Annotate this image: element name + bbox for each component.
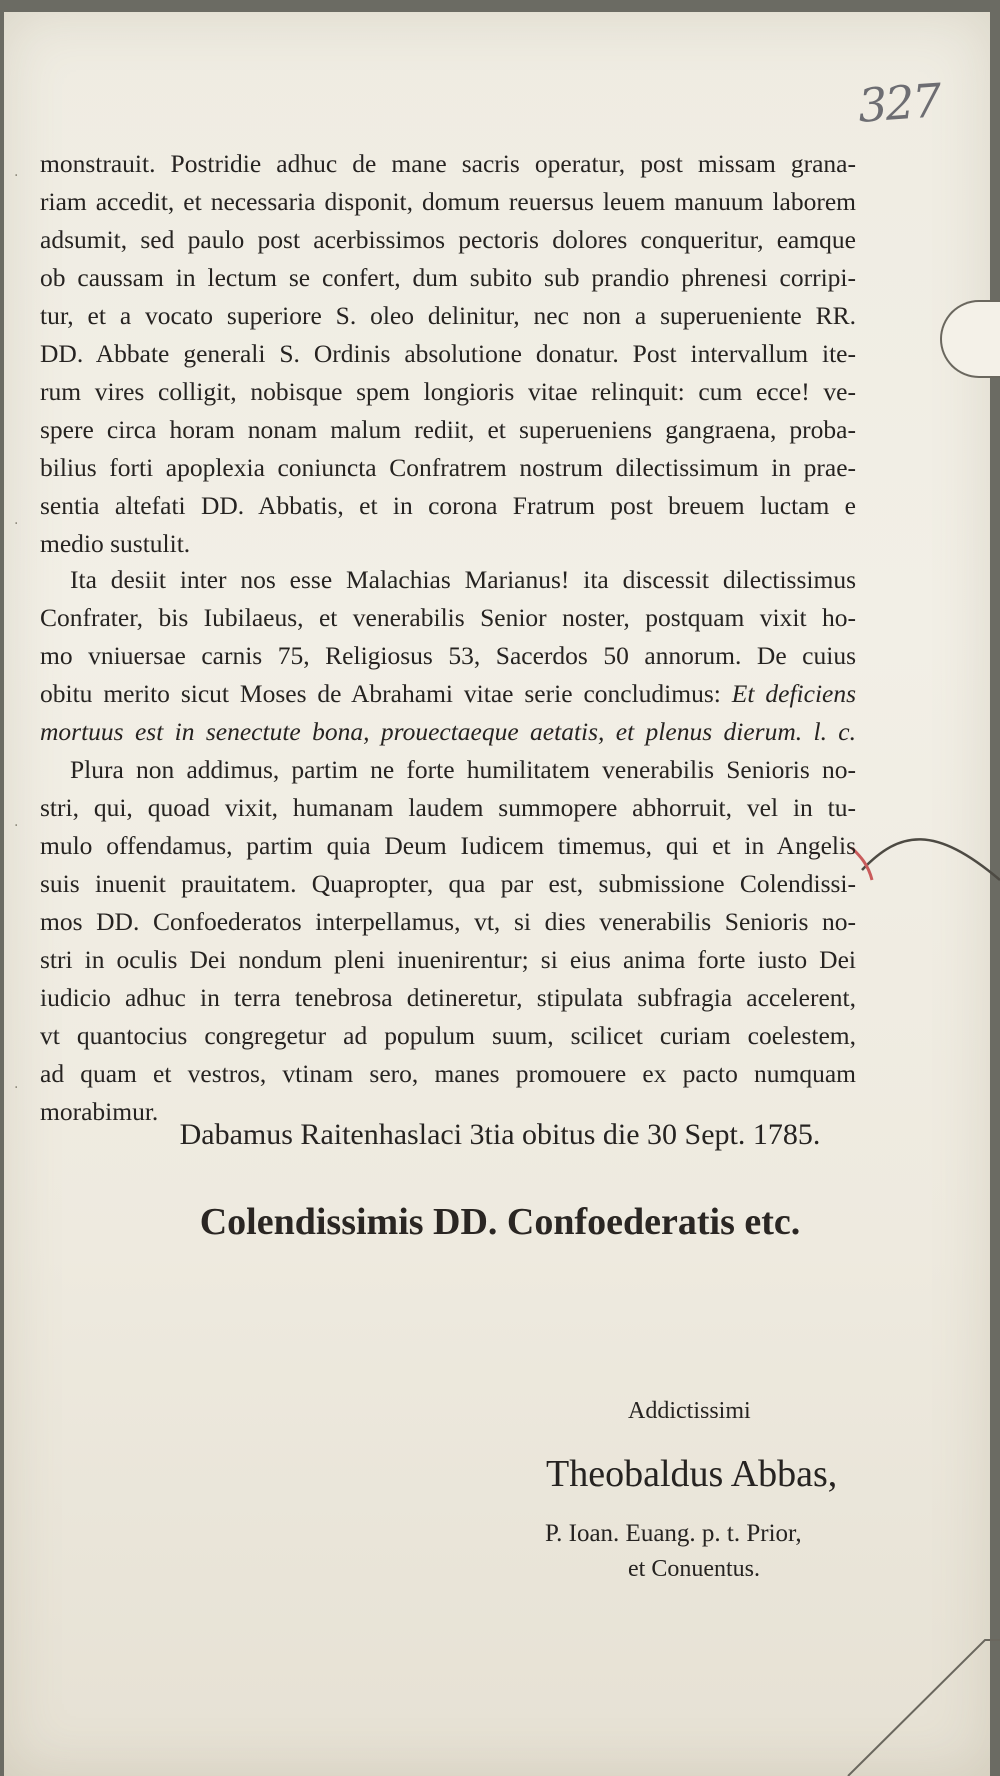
margin-dot: ·	[14, 168, 19, 184]
body-line: ad quam et vestros, vtinam sero, manes promouere ex pacto numquam	[40, 1059, 856, 1088]
body-line: ob caussam in lectum se confert, dum subito sub prandio phrenesi corripi-	[40, 263, 856, 292]
italic-quote-start: Et deficiens	[731, 679, 856, 708]
body-line: vt quantocius congregetur ad populum suum, scilicet curiam coelestem,	[40, 1021, 856, 1050]
date-line: Dabamus Raitenhaslaci 3tia obitus die 30 Sept. 1785.	[179, 1118, 821, 1151]
body-line: stri in oculis Dei nondum pleni inuenirentur; si eius anima forte iusto Dei	[40, 945, 856, 974]
body-line: tur, et a vocato superiore S. oleo delinitur, nec non a superueniente RR.	[40, 301, 856, 330]
body-line-text: obitu merito sicut Moses de Abrahami vitae serie concludimus:	[40, 679, 721, 708]
salutation-heading: Colendissimis DD. Confoederatis etc.	[199, 1201, 801, 1243]
body-line: mo vniuersae carnis 75, Religiosus 53, Sacerdos 50 annorum. De cuius	[40, 641, 856, 670]
body-line: Confrater, bis Iubilaeus, et venerabilis Senior noster, postquam vixit ho-	[40, 603, 856, 632]
body-line: stri, qui, quoad vixit, humanam laudem summopere abhorruit, vel in tu-	[40, 793, 856, 822]
prior-name: P. Ioan. Euang. p. t. Prior,	[545, 1520, 802, 1547]
body-line: rum vires colligit, nobisque spem longioris vitae relinquit: cum ecce! ve-	[40, 377, 856, 406]
body-line: mos DD. Confoederatos interpellamus, vt, si dies venerabilis Senioris no-	[40, 907, 856, 936]
body-line: Ita desiit inter nos esse Malachias Marianus! ita discessit dilectissimus	[70, 565, 856, 594]
convent-line: et Conuentus.	[628, 1556, 760, 1582]
margin-dot: ·	[14, 1080, 19, 1096]
page-number-annotation: 327	[856, 73, 942, 133]
body-line: suis inuenit prauitatem. Quapropter, qua par est, submissione Colendissi-	[40, 869, 856, 898]
body-line: monstrauit. Postridie adhuc de mane sacris operatur, post missam grana-	[40, 149, 856, 178]
body-line: Plura non addimus, partim ne forte humilitatem venerabilis Senioris no-	[70, 755, 856, 784]
body-line: medio sustulit.	[40, 529, 191, 558]
body-line: adsumit, sed paulo post acerbissimos pectoris dolores conqueritur, eamque	[40, 225, 856, 254]
body-line: iudicio adhuc in terra tenebrosa detineretur, stipulata subfragia accelerent,	[40, 983, 856, 1012]
signer-name: Theobaldus Abbas,	[546, 1453, 838, 1495]
body-line: riam accedit, et necessaria disponit, domum reuersus leuem manuum laborem	[40, 187, 856, 216]
body-line-with-italic	[40, 675, 856, 713]
margin-dot: ·	[14, 516, 19, 532]
body-line: spere circa horam nonam malum rediit, et superueniens gangraena, proba-	[40, 415, 856, 444]
margin-dot: ·	[14, 818, 19, 834]
body-line: mulo offendamus, partim quia Deum Iudicem timemus, qui et in Angelis	[40, 831, 856, 860]
body-line: bilius forti apoplexia coniuncta Confratrem nostrum dilectissimum in prae-	[40, 453, 856, 482]
body-line: DD. Abbate generali S. Ordinis absolutione donatur. Post intervallum ite-	[40, 339, 856, 368]
italic-quote-line: mortuus est in senectute bona, prouectaeque aetatis, et plenus dierum. l. c.	[40, 717, 856, 746]
closing-phrase: Addictissimi	[628, 1398, 751, 1424]
body-line: sentia altefati DD. Abbatis, et in corona Fratrum post breuem luctam e	[40, 491, 856, 520]
body-line: morabimur.	[40, 1097, 159, 1126]
